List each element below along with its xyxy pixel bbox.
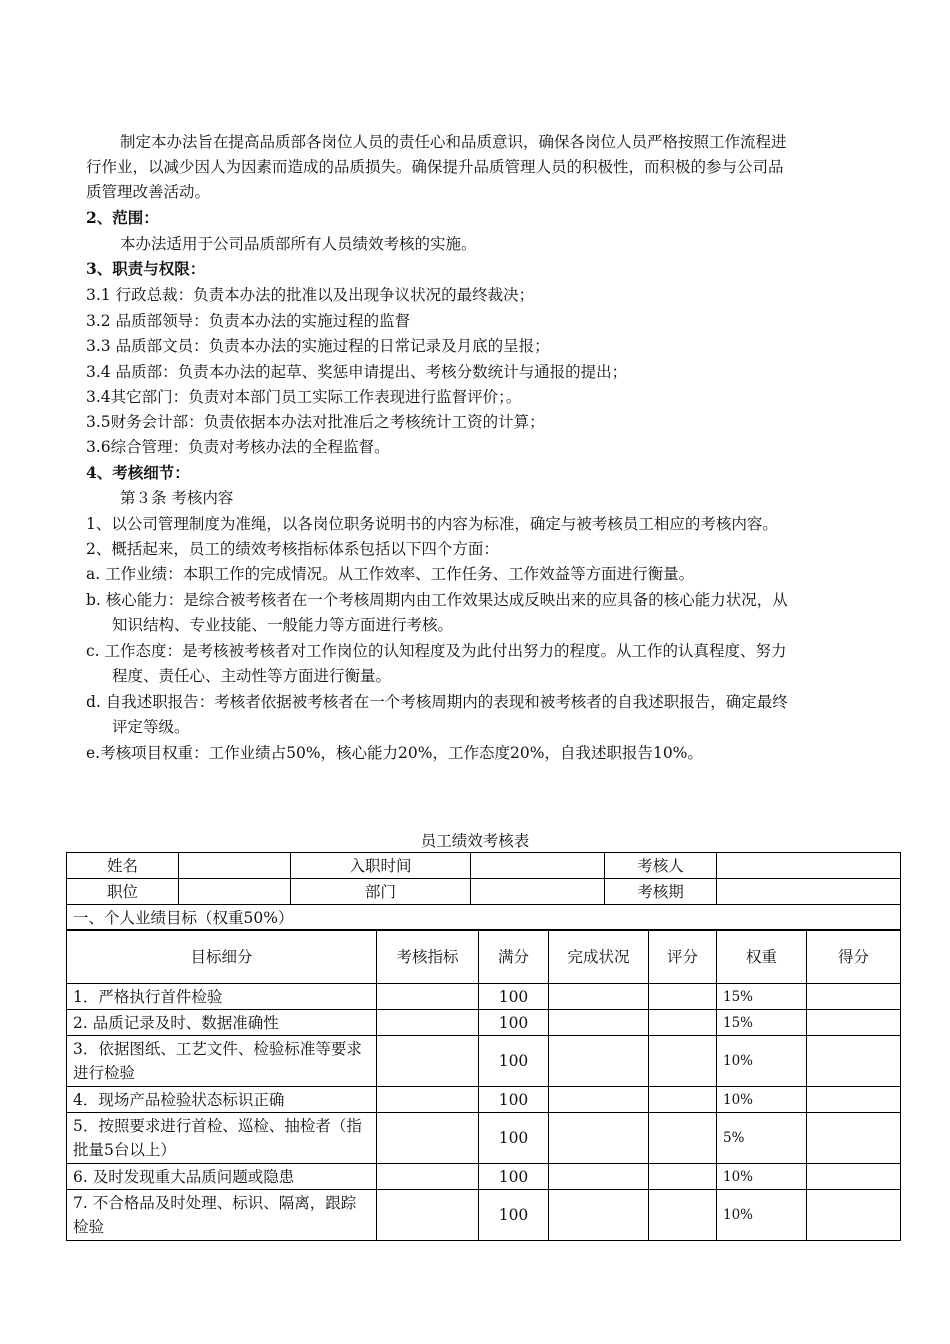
assessor-value[interactable] xyxy=(717,853,901,879)
item-c-line-1: c. 工作态度：是考核被考核者对工作岗位的认知程度及为此付出努力的程度。从工作的认真程度、努力 xyxy=(86,642,787,660)
header-rating: 评分 xyxy=(649,930,717,984)
table-row xyxy=(67,1164,901,1190)
item-c-line-2: 程度、责任心、主动性等方面进行衡量。 xyxy=(112,667,392,685)
item-b-line-2: 知识结构、专业技能、一般能力等方面进行考核。 xyxy=(112,616,454,634)
score-cell[interactable] xyxy=(807,1087,901,1113)
indicator-cell[interactable] xyxy=(377,1036,479,1087)
score-cell[interactable] xyxy=(807,1036,901,1087)
full-score-cell: 100 xyxy=(479,1113,549,1164)
employee-info-table xyxy=(66,852,901,931)
header-target: 目标细分 xyxy=(67,930,377,984)
row-item: 3．依据图纸、工艺文件、检验标准等要求进行检验 xyxy=(67,1036,377,1087)
heading-scope: 2、范围： xyxy=(86,208,159,227)
indicator-cell[interactable] xyxy=(377,1010,479,1036)
row-item: 7. 不合格品及时处理、标识、隔离，跟踪检验 xyxy=(67,1190,377,1241)
department-value[interactable] xyxy=(471,879,605,905)
weight-cell: 5% xyxy=(717,1113,807,1164)
header-completion: 完成状况 xyxy=(549,930,649,984)
heading-assessment: 4、考核细节： xyxy=(86,463,190,482)
indicator-cell[interactable] xyxy=(377,1164,479,1190)
completion-cell[interactable] xyxy=(549,1036,649,1087)
completion-cell[interactable] xyxy=(549,1190,649,1241)
period-value[interactable] xyxy=(717,879,901,905)
weight-cell: 10% xyxy=(717,1036,807,1087)
goals-table xyxy=(66,929,901,1241)
section-personal-goals: 一、个人业绩目标（权重50%） xyxy=(67,905,901,931)
rating-cell[interactable] xyxy=(649,1113,717,1164)
scope-text: 本办法适用于公司品质部所有人员绩效考核的实施。 xyxy=(120,235,477,253)
full-score-cell: 100 xyxy=(479,1087,549,1113)
score-cell[interactable] xyxy=(807,1190,901,1241)
score-cell[interactable] xyxy=(807,1164,901,1190)
name-value[interactable] xyxy=(179,853,291,879)
responsibility-6: 3.5财务会计部：负责依据本办法对批准后之考核统计工资的计算； xyxy=(86,413,545,431)
item-d-line-2: 评定等级。 xyxy=(112,718,190,736)
position-label: 职位 xyxy=(67,879,179,905)
rating-cell[interactable] xyxy=(649,1010,717,1036)
join-date-value[interactable] xyxy=(471,853,605,879)
header-indicator: 考核指标 xyxy=(377,930,479,984)
completion-cell[interactable] xyxy=(549,1164,649,1190)
item-a: a. 工作业绩：本职工作的完成情况。从工作效率、工作任务、工作效益等方面进行衡量。 xyxy=(86,565,695,583)
indicator-cell[interactable] xyxy=(377,1190,479,1241)
item-e: e.考核项目权重：工作业绩占50%，核心能力20%，工作态度20%，自我述职报告10%。 xyxy=(86,744,703,762)
rating-cell[interactable] xyxy=(649,1036,717,1087)
table-row xyxy=(67,1087,901,1113)
score-cell[interactable] xyxy=(807,984,901,1010)
rating-cell[interactable] xyxy=(649,984,717,1010)
table-row xyxy=(67,984,901,1010)
position-value[interactable] xyxy=(179,879,291,905)
header-score: 得分 xyxy=(807,930,901,984)
article-3: 第３条 考核内容 xyxy=(120,489,234,507)
row-item: 6. 及时发现重大品质问题或隐患 xyxy=(67,1164,377,1190)
name-label: 姓名 xyxy=(67,853,179,879)
rating-cell[interactable] xyxy=(649,1087,717,1113)
header-weight: 权重 xyxy=(717,930,807,984)
indicator-cell[interactable] xyxy=(377,1087,479,1113)
content-point-2: 2、概括起来，员工的绩效考核指标体系包括以下四个方面： xyxy=(86,540,499,558)
assessor-label: 考核人 xyxy=(605,853,717,879)
completion-cell[interactable] xyxy=(549,984,649,1010)
department-label: 部门 xyxy=(291,879,471,905)
weight-cell: 10% xyxy=(717,1164,807,1190)
responsibility-4: 3.4 品质部：负责本办法的起草、奖惩申请提出、考核分数统计与通报的提出； xyxy=(86,363,628,381)
responsibility-3: 3.3 品质部文员：负责本办法的实施过程的日常记录及月底的呈报； xyxy=(86,337,550,355)
full-score-cell: 100 xyxy=(479,1010,549,1036)
table-row xyxy=(67,1010,901,1036)
row-item: 1．严格执行首件检验 xyxy=(67,984,377,1010)
full-score-cell: 100 xyxy=(479,984,549,1010)
period-label: 考核期 xyxy=(605,879,717,905)
intro-line-2: 行作业，以减少因人为因素而造成的品质损失。确保提升品质管理人员的积极性，而积极的参与公司品 xyxy=(86,158,784,176)
responsibility-1: 3.1 行政总裁：负责本办法的批准以及出现争议状况的最终裁决； xyxy=(86,286,535,304)
completion-cell[interactable] xyxy=(549,1113,649,1164)
indicator-cell[interactable] xyxy=(377,984,479,1010)
header-full-score: 满分 xyxy=(479,930,549,984)
row-item: 5．按照要求进行首检、巡检、抽检者（指批量5台以上） xyxy=(67,1113,377,1164)
rating-cell[interactable] xyxy=(649,1164,717,1190)
table-row xyxy=(67,1036,901,1087)
table-title: 员工绩效考核表 xyxy=(420,832,530,850)
score-cell[interactable] xyxy=(807,1010,901,1036)
score-cell[interactable] xyxy=(807,1113,901,1164)
content-point-1: 1、以公司管理制度为准绳，以各岗位职务说明书的内容为标准，确定与被考核员工相应的考核内容。 xyxy=(86,515,778,533)
table-row xyxy=(67,1113,901,1164)
full-score-cell: 100 xyxy=(479,1190,549,1241)
heading-responsibilities: 3、职责与权限： xyxy=(86,259,206,278)
full-score-cell: 100 xyxy=(479,1164,549,1190)
indicator-cell[interactable] xyxy=(377,1113,479,1164)
completion-cell[interactable] xyxy=(549,1010,649,1036)
completion-cell[interactable] xyxy=(549,1087,649,1113)
weight-cell: 15% xyxy=(717,1010,807,1036)
table-row xyxy=(67,1190,901,1241)
responsibility-7: 3.6综合管理：负责对考核办法的全程监督。 xyxy=(86,438,390,456)
full-score-cell: 100 xyxy=(479,1036,549,1087)
weight-cell: 10% xyxy=(717,1087,807,1113)
intro-line-1: 制定本办法旨在提高品质部各岗位人员的责任心和品质意识，确保各岗位人员严格按照工作流程进 xyxy=(120,133,787,151)
weight-cell: 10% xyxy=(717,1190,807,1241)
responsibility-5: 3.4其它部门：负责对本部门员工实际工作表现进行监督评价；。 xyxy=(86,388,522,406)
rating-cell[interactable] xyxy=(649,1190,717,1241)
item-d-line-1: d. 自我述职报告：考核者依据被考核者在一个考核周期内的表现和被考核者的自我述职报告，确定最终 xyxy=(86,693,788,711)
responsibility-2: 3.2 品质部领导：负责本办法的实施过程的监督 xyxy=(86,312,411,330)
join-date-label: 入职时间 xyxy=(291,853,471,879)
intro-line-3: 质管理改善活动。 xyxy=(86,183,211,201)
row-item: 2. 品质记录及时、数据准确性 xyxy=(67,1010,377,1036)
weight-cell: 15% xyxy=(717,984,807,1010)
row-item: 4．现场产品检验状态标识正确 xyxy=(67,1087,377,1113)
item-b-line-1: b. 核心能力：是综合被考核者在一个考核周期内由工作效果达成反映出来的应具备的核心能力状况，从 xyxy=(86,591,788,609)
